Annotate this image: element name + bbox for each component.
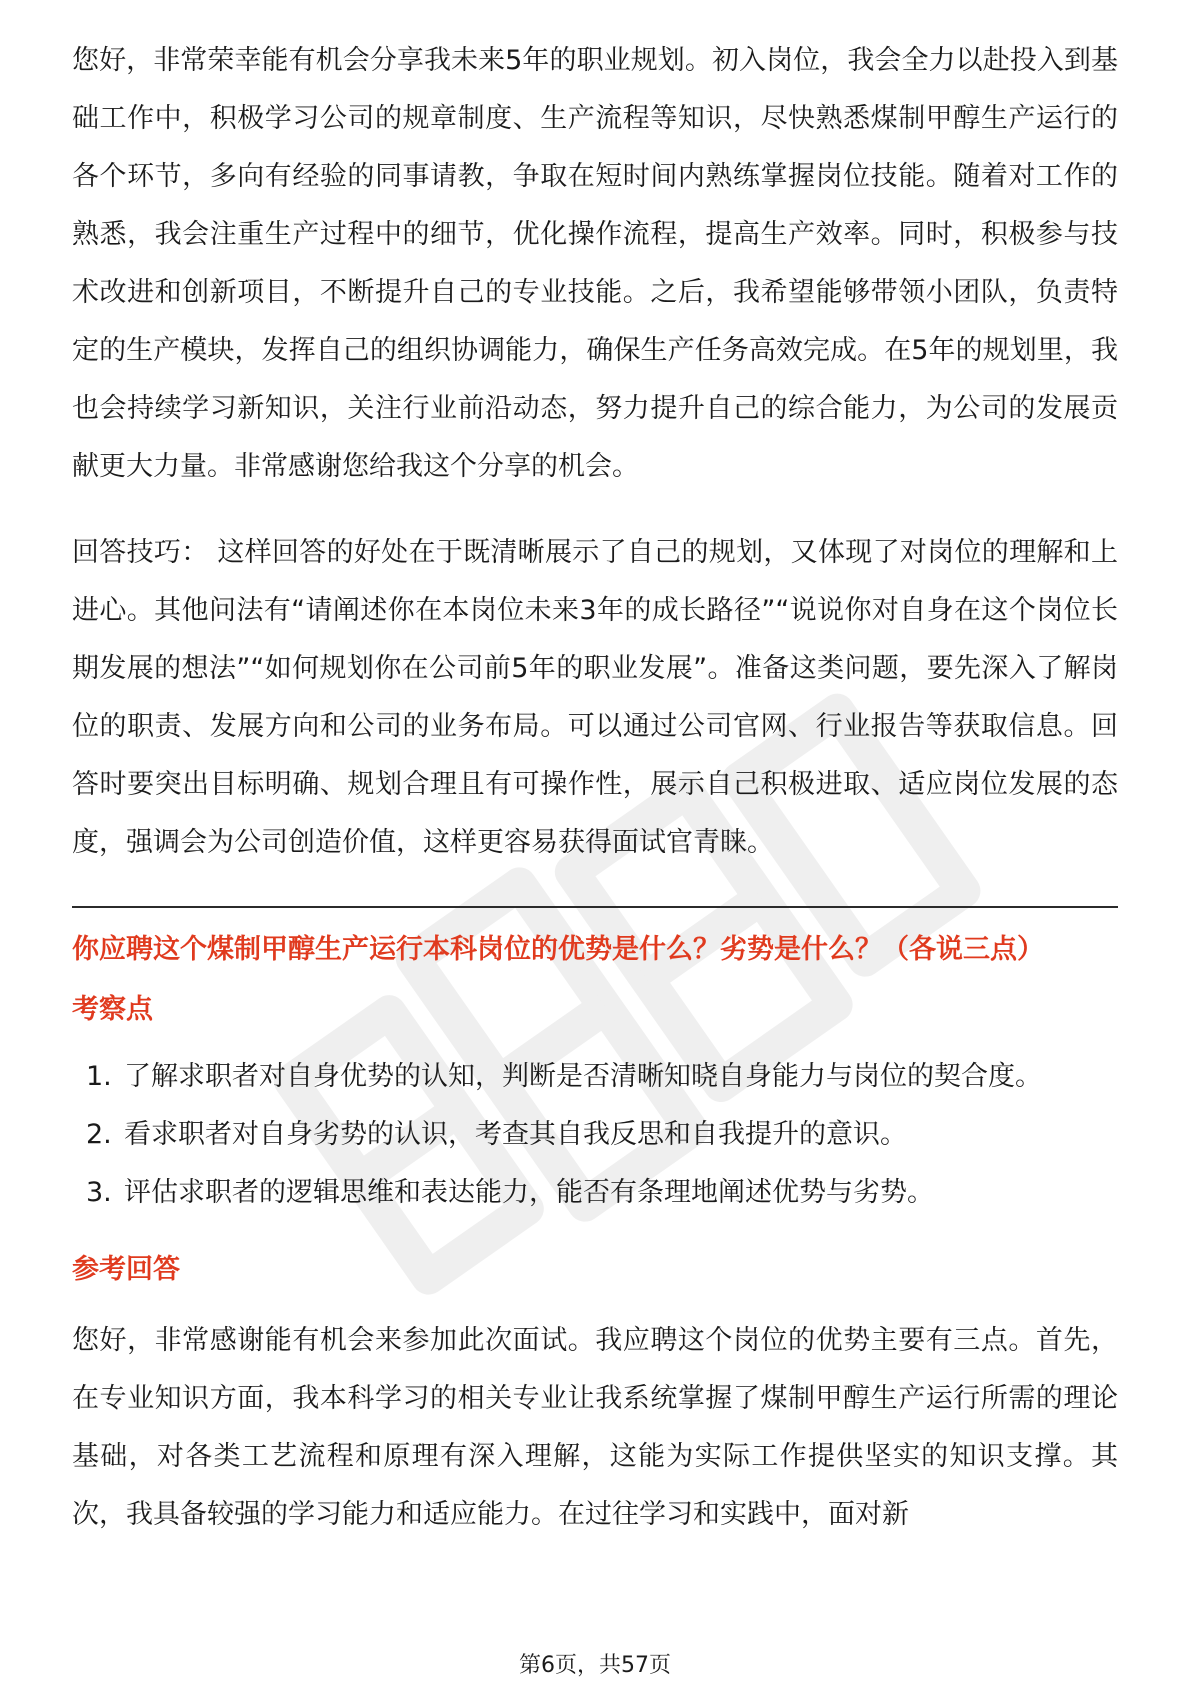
list-item-number: 1. [86, 1061, 112, 1092]
answer-paragraph: 您好，非常感谢能有机会来参加此次面试。我应聘这个岗位的优势主要有三点。首先，在专业知识方面，我本科学习的相关专业让我系统掌握了煤制甲醇生产运行所需的理论基础，对各类工艺流程和原理有深入理解，这能为实际工作提供坚实的知识支撑。其次，我具备较强的学习能力和适应能力。在过往学习和实践中，面对新 [72, 1325, 1118, 1530]
list-item [72, 1164, 1118, 1222]
tips-paragraph: 回答技巧： 这样回答的好处在于既清晰展示了自己的规划，又体现了对岗位的理解和上进心。其他问法有“请阐述你在本岗位未来3年的成长路径”“说说你对自身在这个岗位长期发展的想法”“如何规划你在公司前5年的职业发展”。准备这类问题，要先深入了解岗位的职责、发展方向和公司的业务布局。可以通过公司官网、行业报告等获取信息。回答时要突出目标明确、规划合理且有可操作性，展示自己积极进取、适应岗位发展的态度，强调会为公司创造价值，这样更容易获得面试官青睐。 [72, 537, 1118, 858]
list-item-number: 3. [86, 1177, 112, 1208]
list-item-number: 2. [86, 1119, 112, 1150]
focus-label: 考察点 [72, 994, 153, 1025]
section-divider [72, 906, 1118, 908]
intro-paragraph: 您好，非常荣幸能有机会分享我未来5年的职业规划。初入岗位，我会全力以赴投入到基础工作中，积极学习公司的规章制度、生产流程等知识，尽快熟悉煤制甲醇生产运行的各个环节，多向有经验的同事请教，争取在短时间内熟练掌握岗位技能。随着对工作的熟悉，我会注重生产过程中的细节，优化操作流程，提高生产效率。同时，积极参与技术改进和创新项目，不断提升自己的专业技能。之后，我希望能够带领小团队，负责特定的生产模块，发挥自己的组织协调能力，确保生产任务高效完成。在5年的规划里，我也会持续学习新知识，关注行业前沿动态，努力提升自己的综合能力，为公司的发展贡献更大力量。非常感谢您给我这个分享的机会。 [72, 45, 1118, 482]
list-item-text: 看求职者对自身劣势的认识，考查其自我反思和自我提升的意识。 [124, 1119, 907, 1150]
list-item [72, 1048, 1118, 1106]
question-heading: 你应聘这个煤制甲醇生产运行本科岗位的优势是什么？劣势是什么？（各说三点） [72, 934, 1044, 965]
list-item-text: 评估求职者的逻辑思维和表达能力，能否有条理地阐述优势与劣势。 [124, 1177, 934, 1208]
focus-list [72, 1048, 1118, 1222]
reference-label: 参考回答 [72, 1254, 180, 1285]
list-item-text: 了解求职者对自身优势的认知，判断是否清晰知晓自身能力与岗位的契合度。 [124, 1061, 1042, 1092]
list-item [72, 1106, 1118, 1164]
content-area [72, 0, 1118, 1544]
page-number-footer: 第6页，共57页 [519, 1653, 671, 1678]
